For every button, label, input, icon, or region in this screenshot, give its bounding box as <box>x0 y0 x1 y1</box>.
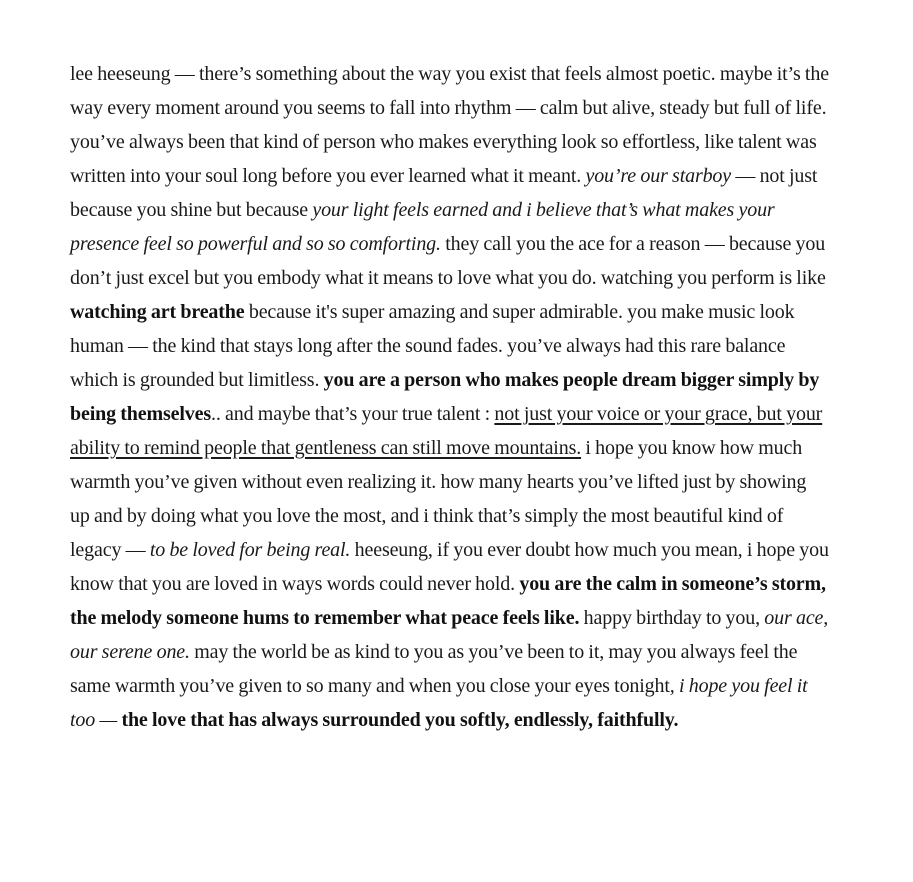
letter-text-italic-ace: our ace, our serene one. <box>70 607 829 663</box>
letter-text-opening: lee heeseung — there’s something about the way you exist that feels almost poetic. maybe it’s the way every moment around you seems to fall into rhythm — calm but alive, steady but full of life. you’ve always been that kind of person who makes everything look so effortless, like talent was written into your soul long before you ever learned what it meant. <box>70 63 829 187</box>
letter-text-italic-starboy: you’re our starboy <box>585 165 732 187</box>
letter-text: they call you the ace for a reason — because you don’t just excel but you embody what it means to love what you do. watching you perform is like <box>70 233 826 289</box>
letter-text-bold-art: watching art breathe <box>70 301 245 323</box>
letter-text-italic-feel: , i hope you feel it too — <box>70 675 808 731</box>
letter-text: — not just because you shine but because <box>70 165 818 221</box>
letter-text-bold-closing: the love that has always surrounded you softly, endlessly, faithfully. <box>121 709 679 731</box>
letter-body <box>70 57 830 737</box>
letter-text-bold-calm: you are the calm in someone’s storm, the melody someone hums to remember what peace feels like. <box>70 573 826 629</box>
letter-paragraph <box>70 57 830 737</box>
letter-text: may the world be as kind to you as you’ve been to it, may you always feel the same warmth you’ve given to so many and when you close your eyes tonight <box>70 641 798 697</box>
letter-text-italic-real: to be loved for being real. <box>149 539 351 561</box>
letter-text: happy birthday to you, <box>579 607 765 629</box>
letter-text: .. and maybe that’s your true talent : <box>210 403 495 425</box>
letter-text: heeseung, if you ever doubt how much you mean, i hope you know that you are loved in ways words could never hold. <box>70 539 829 595</box>
letter-text-bold-dream: you are a person who makes people dream bigger simply by being themselves <box>70 369 820 425</box>
letter-text-italic-light: your light feels earned and i believe that’s what makes your presence feel so powerful and so so comforting. <box>70 199 775 255</box>
letter-text-underline-gentleness: not just your voice or your grace, but your ability to remind people that gentleness can still move mountains. <box>70 403 823 459</box>
letter-text: i hope you know how much warmth you’ve given without even realizing it. how many hearts you’ve lifted just by showing up and by doing what you love the most, and i think that’s simply the most beautiful kind of legacy — <box>70 437 807 561</box>
letter-text: because it's super amazing and super admirable. you make music look human — the kind that stays long after the sound fades. you’ve always had this rare balance which is grounded but limitless. <box>70 301 795 391</box>
